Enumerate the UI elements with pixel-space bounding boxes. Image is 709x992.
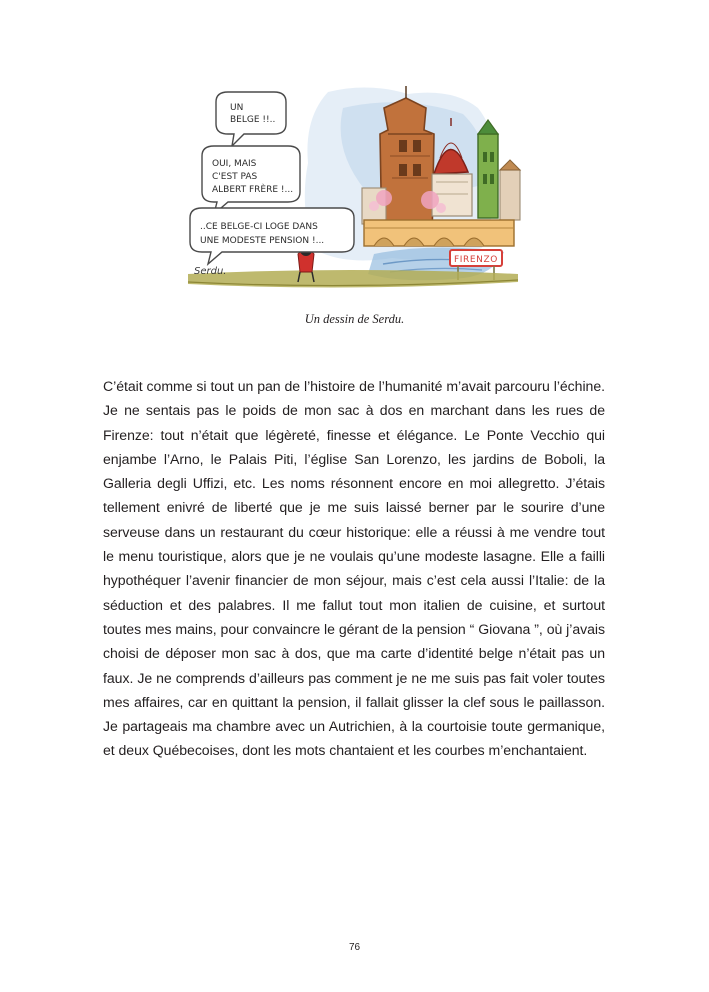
cartoon-illustration-svg — [178, 78, 531, 308]
speech-bubble-2 — [202, 146, 300, 214]
artist-signature — [194, 266, 226, 277]
svg-text:C'EST PAS: C'EST PAS — [212, 172, 258, 182]
figure-caption: Un dessin de Serdu. — [304, 312, 405, 326]
speech-bubble-1 — [216, 92, 286, 146]
svg-text:UNE MODESTE PENSION !...: UNE MODESTE PENSION !... — [200, 236, 325, 246]
ground — [188, 270, 518, 288]
cartoon-illustration — [178, 78, 531, 308]
body-text — [103, 374, 605, 763]
svg-text:Serdu.: Serdu. — [194, 266, 227, 277]
svg-text:BELGE !!..: BELGE !!.. — [230, 115, 276, 125]
svg-text:FIRENZO: FIRENZO — [454, 255, 498, 265]
svg-text:ALBERT FRÈRE !...: ALBERT FRÈRE !... — [212, 185, 294, 195]
campanile — [478, 120, 498, 218]
svg-text:OUI, MAIS: OUI, MAIS — [212, 159, 257, 169]
svg-text:..CE BELGE-CI LOGE DANS: ..CE BELGE-CI LOGE DANS — [200, 222, 318, 232]
ponte-vecchio — [364, 220, 514, 246]
svg-text:UN: UN — [230, 103, 244, 113]
paragraph: C’était comme si tout un pan de l’histoire de l’humanité m’avait parcouru l’échine. Je ne sentais pas le poids de mon sac à dos en marchant dans les rues de Firenze: tout n’était que légèreté, finesse et élégance. Le Ponte Vecchio qui enjambe l’Arno, le Palais Piti, l’église San Lorenzo, les jardins de Boboli, la Galleria degli Uffizi, etc. Les noms résonnent encore en moi allegretto. J’étais tellement enivré de liberté que je me suis laissé berner par le sourire d’une serveuse dans un restaurant du cœur historique: elle a réussi à me vendre tout le menu touristique, alors que je ne voulais qu’une modeste lasagne. Elle a failli hypothéquer l’avenir financier de mon séjour, mais c’est cela aussi l’Italie: de la séduction et des palabres. Il me fallut tout mon italien de cuisine, et surtout toutes mes mains, pour convaincre le gérant de la pension “ Giovana ”, où j’avais choisi de déposer mon sac à dos, que ma carte d’identité belge n’était pas un faux. Je ne comprends d’ailleurs pas comment je ne me suis pas fait voler toutes mes affaires, car en quittant la pension, il fallait glisser la clef sous le paillasson. Je partageais ma chambre avec un Autrichien, à la courtoisie toute germanique, et deux Québecoises, dont les mots chantaient et les courbes m’enchantaient. — [103, 378, 605, 759]
page-number: 76 — [348, 942, 361, 953]
